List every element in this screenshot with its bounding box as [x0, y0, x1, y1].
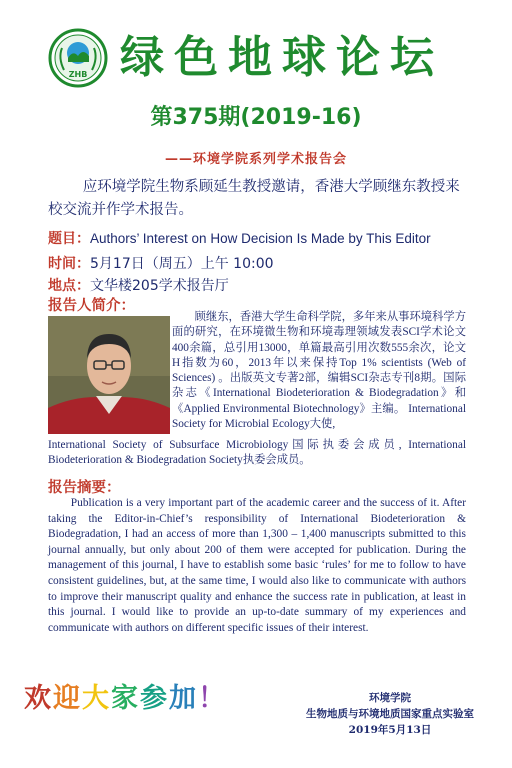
welcome-char: 参: [140, 683, 169, 714]
announcement-date: 2019年5月13日: [348, 724, 432, 736]
time-label: 时间：: [48, 256, 90, 272]
place-value: 文华楼205学术报告厅: [90, 278, 229, 294]
invitation-paragraph: 应环境学院生物系顾延生教授邀请，香港大学顾继东教授来校交流并作学术报告。: [48, 179, 460, 218]
speaker-bio: 顾继东，香港大学生命科学院，多年来从事环境科学方面的研究，在环境微生物和环境毒理领域发表SCI学术论文400余篇，总引用13000，单篇最高引用次数555余次，论文H指数为60，2013年以来保持Top 1% scientists (Web of Sciences) 。出版英文专著2部，编辑SCI杂志专刊8期。国际杂志《International Biodeterioration & Biodegradation》和《Applied Environmental Biotechnology》主编。 International Society for Microbial Ecology大使,: [172, 311, 466, 431]
abstract-heading: 报告摘要：: [48, 480, 121, 496]
welcome-char: 迎: [53, 683, 82, 714]
series-subtitle: ——环境学院系列学术报告会: [164, 152, 347, 167]
speaker-bio-continued: International Society of Subsurface Microbiology国际执委会成员, International Biodeterioration & Biodegradation Society执委会成员。: [48, 439, 466, 467]
logo-text: ZHB: [68, 70, 88, 79]
speaker-heading: 报告人简介：: [48, 298, 135, 314]
organizer-school: 环境学院: [369, 692, 411, 704]
welcome-char: 家: [111, 683, 140, 714]
topic-label: 题目：: [48, 231, 90, 247]
welcome-char: 大: [82, 683, 111, 714]
welcome-char: ！: [198, 683, 227, 714]
issue-number: 第375期(2019-16): [150, 105, 362, 130]
zhb-logo-icon: [48, 28, 108, 88]
organizer-lab: 生物地质与环境地质国家重点实验室: [306, 708, 474, 720]
speaker-portrait-icon: [48, 316, 170, 434]
place-row: [48, 275, 478, 295]
abstract-text: Publication is a very important part of the academic career and the success of it. After taking the Editor-in-Chief’s responsibility of International Biodeterioration & Biodegradation, I had an access of more than 1,300 – 1,400 manuscripts submitted to this journal annually, but only about 200 of them were accepted for publication. During the management of this journal, I have to establish some basic ‘rules’ for me to follow to have consistent guidelines, but, at the same time, I would also like to communicate with authors to improve their manuscript quality and enhance the success rate in publication, at least in this journal. I would like to provide an up-to-date summary of my experiences and communicate with authors on different specific issues of their interest.: [48, 497, 466, 634]
forum-title: 绿色地球论坛: [120, 32, 444, 83]
topic-row: [48, 228, 478, 248]
welcome-banner: [24, 676, 227, 715]
welcome-char: 加: [169, 683, 198, 714]
time-value: 5月17日（周五）上午 10:00: [90, 256, 274, 272]
organizer-block: [290, 690, 490, 738]
place-label: 地点：: [48, 278, 90, 294]
topic-value: Authors’ Interest on How Decision Is Made by This Editor: [90, 231, 431, 246]
time-row: [48, 253, 478, 273]
welcome-char: 欢: [24, 683, 53, 714]
